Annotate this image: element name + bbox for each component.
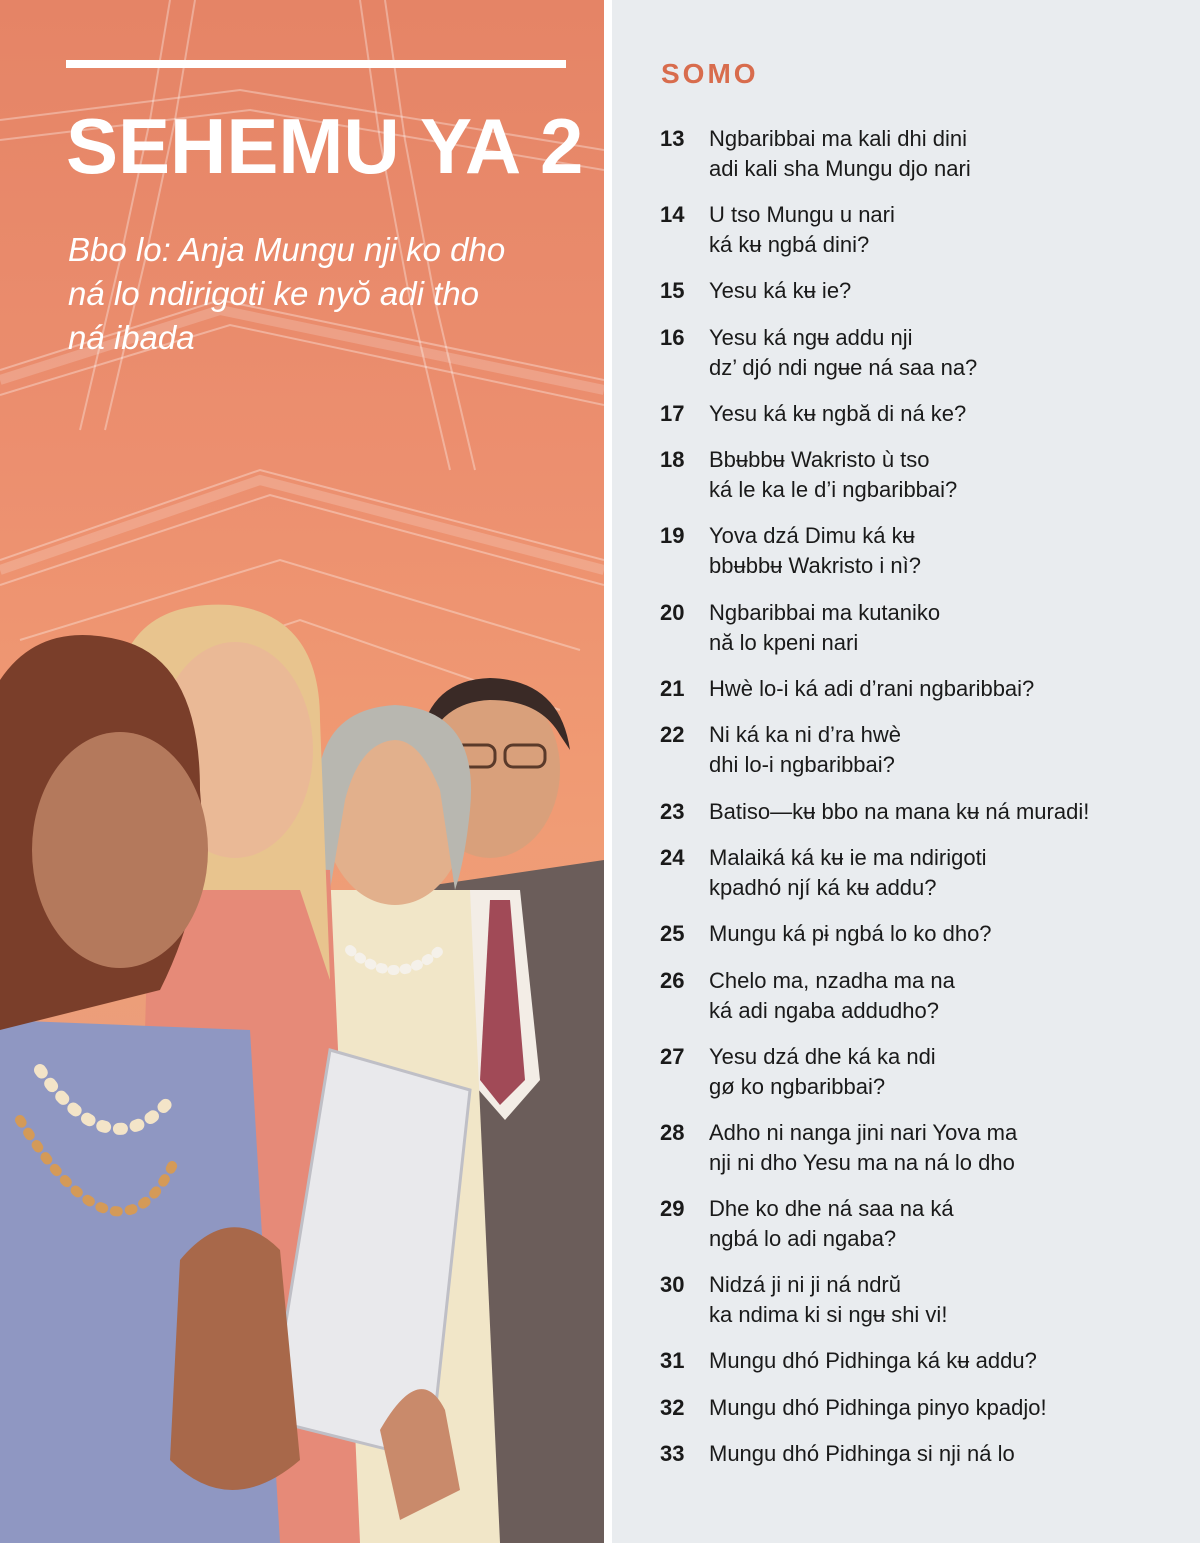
panel-divider bbox=[604, 0, 612, 1543]
lesson-title: Ngbaribbai ma kali dhi dini adi kali sha Mungu djo nari bbox=[709, 126, 971, 181]
lesson-title: Mungu ká pɨ ngbá lo ko dho? bbox=[709, 921, 992, 946]
lesson-title: Ngbaribbai ma kutaniko nă lo kpeni nari bbox=[709, 600, 941, 655]
lesson-number: 19 bbox=[660, 523, 685, 548]
lesson-title: Yesu ká kʉ ngbă di ná ke? bbox=[709, 401, 967, 426]
lesson-number: 20 bbox=[660, 600, 685, 625]
lesson-number: 28 bbox=[660, 1120, 685, 1145]
lesson-number: 14 bbox=[660, 202, 685, 227]
lesson-number: 15 bbox=[660, 278, 685, 303]
lesson-number: 22 bbox=[660, 722, 685, 747]
section-subtitle: Bbo lo: Anja Mungu nji ko dho ná lo ndirigoti ke nyŏ adi tho ná ibada bbox=[68, 231, 506, 356]
lesson-title: Adho ni nanga jini nari Yova ma nji ni dho Yesu ma na ná lo dho bbox=[709, 1120, 1018, 1175]
lesson-number: 23 bbox=[660, 799, 685, 824]
lesson-title: Mungu dhó Pidhinga si nji ná lo bbox=[709, 1441, 1015, 1466]
lesson-title: Mungu dhó Pidhinga pinyo kpadjo! bbox=[709, 1395, 1047, 1420]
lesson-number: 29 bbox=[660, 1196, 685, 1221]
lesson-number: 26 bbox=[660, 968, 685, 993]
lesson-number: 24 bbox=[660, 845, 685, 870]
lesson-title: Malaiká ká kʉ ie ma ndirigoti kpadhó njí ká kʉ addu? bbox=[709, 845, 987, 900]
lesson-title: Yesu dzá dhe ká ka ndi gø ko ngbaribbai? bbox=[709, 1044, 936, 1099]
section-title: SEHEMU YA 2 bbox=[66, 102, 584, 190]
lesson-number: 31 bbox=[660, 1348, 685, 1373]
lesson-number: 30 bbox=[660, 1272, 685, 1297]
lesson-title: Bbʉbbʉ Wakristo ù tso ká le ka le d’i ngbaribbai? bbox=[709, 447, 958, 502]
contents-heading: SOMO bbox=[661, 58, 759, 89]
lesson-title: Hwè lo-i ká adi d’rani ngbaribbai? bbox=[709, 676, 1035, 701]
lesson-title: Yova dzá Dimu ká kʉ bbʉbbʉ Wakristo i nì? bbox=[709, 523, 921, 578]
lesson-number: 16 bbox=[660, 325, 685, 350]
top-rule bbox=[66, 60, 566, 68]
lesson-number: 25 bbox=[660, 921, 685, 946]
lesson-number: 27 bbox=[660, 1044, 685, 1069]
lesson-number: 13 bbox=[660, 126, 685, 151]
lesson-title: Ni ká ka ni d’ra hwè dhi lo-i ngbaribbai? bbox=[709, 722, 901, 777]
lesson-title: Yesu ká kʉ ie? bbox=[709, 278, 852, 303]
lesson-title: Mungu dhó Pidhinga ká kʉ addu? bbox=[709, 1348, 1037, 1373]
people-worshipping-illustration bbox=[0, 560, 604, 1543]
lesson-number: 32 bbox=[660, 1395, 685, 1420]
lesson-number: 18 bbox=[660, 447, 685, 472]
lesson-title: Nidzá ji ni ji ná ndrŭ ka ndima ki si ngʉ shi vi! bbox=[709, 1272, 948, 1327]
lesson-title: Chelo ma, nzadha ma na ká adi ngaba addudho? bbox=[709, 968, 955, 1023]
lesson-title: Yesu ká ngʉ addu nji dz’ djó ndi ngʉe ná saa na? bbox=[709, 325, 978, 380]
lesson-title: Dhe ko dhe ná saa na ká ngbá lo adi ngaba? bbox=[709, 1196, 954, 1251]
lesson-number: 33 bbox=[660, 1441, 685, 1466]
lesson-title: Batiso—kʉ bbo na mana kʉ ná muradi! bbox=[709, 799, 1090, 824]
lesson-number: 21 bbox=[660, 676, 685, 701]
lesson-number: 17 bbox=[660, 401, 685, 426]
lesson-title: U tso Mungu u nari ká kʉ ngbá dini? bbox=[709, 202, 895, 257]
